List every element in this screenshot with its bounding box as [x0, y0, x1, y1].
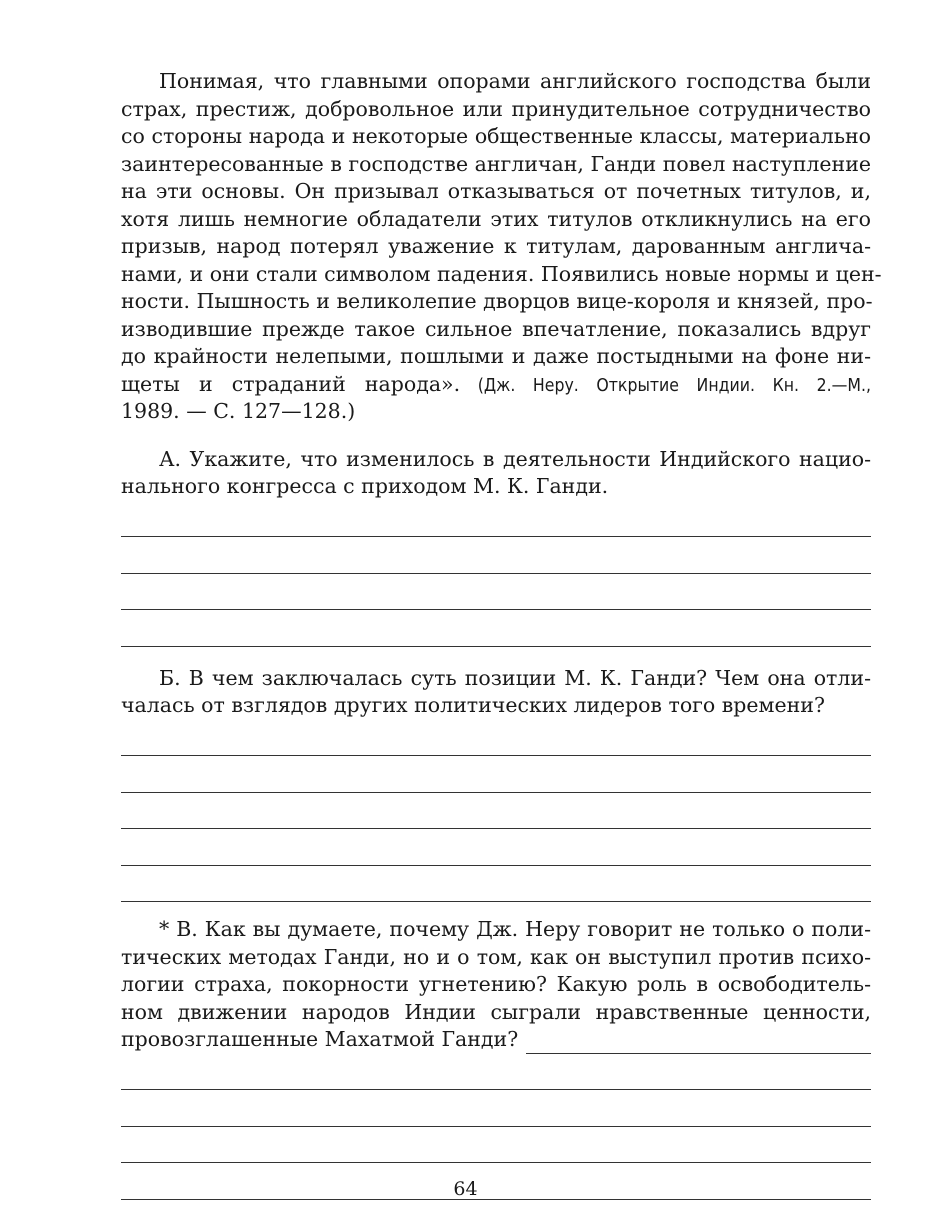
quote-line-5: на эти основы. Он призывал отказываться от почетных титулов, и, — [121, 179, 871, 203]
quote-line-10: изводившие прежде такое сильное впечатление, показались вдруг — [121, 316, 871, 341]
quote-line-11: до крайности нелепыми, пошлыми и даже постыдными на фоне ни- — [121, 344, 871, 368]
question-c-line-4: ном движении народов Индии сыграли нравственные ценности, — [121, 999, 871, 1024]
answer-line[interactable] — [121, 866, 871, 903]
question-b-line-2: чалась от взглядов других политических лидеров того времени? — [121, 693, 825, 717]
answer-line[interactable] — [121, 610, 871, 647]
question-c-line-2: тических методах Ганди, но и о том, как он выступил против психо- — [121, 944, 871, 969]
quote-line-2: страх, престиж, добровольное или принудительное сотрудничество — [121, 96, 871, 121]
quote-line-12 — [121, 371, 871, 399]
question-a — [121, 446, 871, 501]
answer-line[interactable] — [121, 537, 871, 574]
answer-line[interactable] — [121, 1127, 871, 1164]
quote-line-8: нами, и они стали символом падения. Появились новые нормы и цен- — [121, 261, 882, 286]
answer-line-inline[interactable] — [526, 1033, 871, 1054]
source-reference: (Дж. Неру. Открытие Индии. Кн. 2.—М., — [460, 375, 871, 396]
question-c-last-text: провозглашенные Махатмой Ганди? — [121, 1027, 519, 1051]
quote-line-7: призыв, народ потерял уважение к титулам, дарованным англича- — [121, 234, 871, 258]
answer-line[interactable] — [121, 793, 871, 830]
quote-line-3: со стороны народа и некоторые общественные классы, материально — [121, 124, 871, 148]
question-c-line-1: * В. Как вы думаете, почему Дж. Неру говорит не только о поли- — [159, 917, 871, 941]
answer-line[interactable] — [121, 574, 871, 611]
page-content — [121, 68, 882, 1200]
question-c-line-3: логии страха, покорности угнетению? Какую роль в освободитель- — [121, 972, 871, 996]
question-c-line-5 — [121, 1026, 871, 1054]
answer-area-a[interactable] — [121, 501, 871, 647]
quote-line-13: 1989. — С. 127—128.) — [121, 399, 356, 423]
quote-line-9: ности. Пышность и великолепие дворцов вице-короля и князей, про- — [121, 289, 873, 313]
answer-line[interactable] — [121, 1090, 871, 1127]
question-a-line-2: нального конгресса с приходом М. К. Ганди. — [121, 474, 609, 498]
answer-area-b[interactable] — [121, 720, 871, 903]
quote-paragraph — [121, 68, 882, 426]
question-a-line-1: А. Укажите, что изменилось в деятельности Индийского нацио- — [159, 446, 871, 471]
answer-line[interactable] — [121, 720, 871, 757]
answer-line[interactable] — [121, 756, 871, 793]
question-b — [121, 665, 871, 720]
quote-line-12-text: щеты и страданий народа». — [121, 371, 461, 396]
question-c — [121, 916, 871, 1054]
quote-line-1: Понимая, что главными опорами английского господства были — [159, 69, 871, 93]
quote-line-6: хотя лишь немногие обладатели этих титулов откликнулись на его — [121, 206, 871, 231]
question-b-line-1: Б. В чем заключалась суть позиции М. К. Ганди? Чем она отли- — [159, 665, 871, 690]
answer-line[interactable] — [121, 501, 871, 538]
page-number: 64 — [453, 1178, 478, 1200]
quote-line-4: заинтересованные в господстве англичан, Ганди повел наступление — [121, 151, 871, 176]
answer-line[interactable] — [121, 829, 871, 866]
answer-line[interactable] — [121, 1054, 871, 1091]
